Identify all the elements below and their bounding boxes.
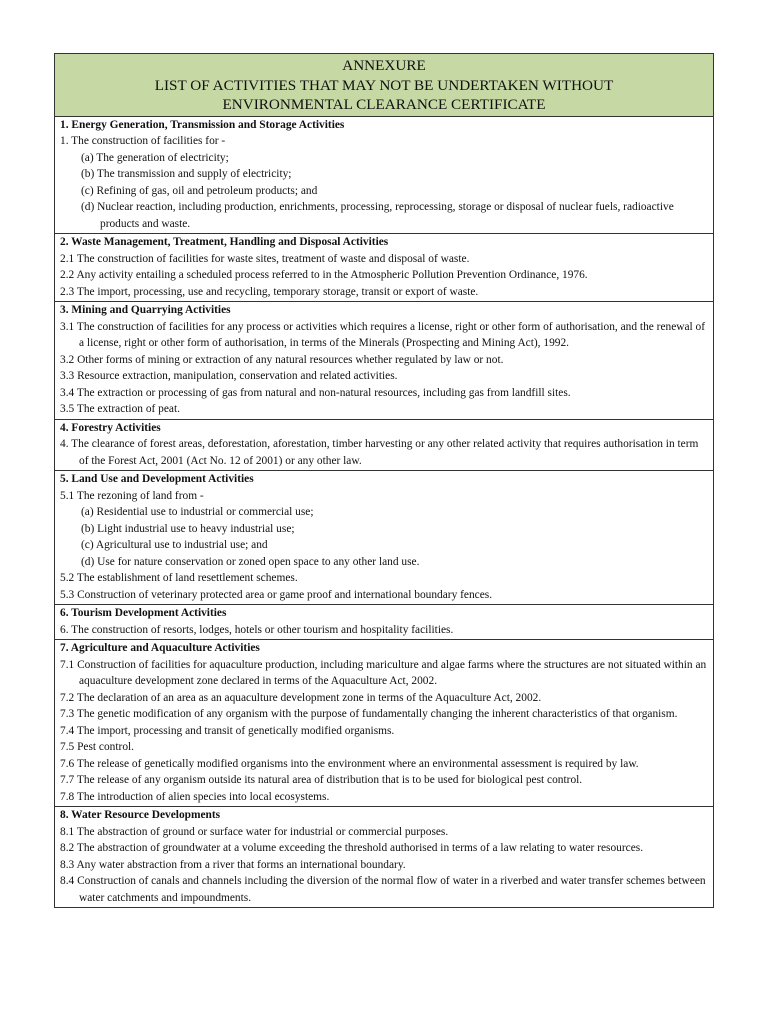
activity-item: 4. The clearance of forest areas, deforestation, aforestation, timber harvesting or any other related activity that requires authorisation in term of the Forest Act, 2001 (Act No. 12 of 2001) or any other law. (60, 438, 699, 467)
section-title: 1. Energy Generation, Transmission and Storage Activities (60, 118, 345, 131)
annexure-heading: ANNEXURE (342, 57, 426, 74)
activity-item: 8.1 The abstraction of ground or surface water for industrial or commercial purposes. (60, 825, 449, 838)
activity-subitem: (c) Agricultural use to industrial use; and (81, 539, 268, 551)
section-title: 3. Mining and Quarrying Activities (60, 304, 231, 316)
activity-item: 2.1 The construction of facilities for waste sites, treatment of waste and disposal of waste. (60, 252, 470, 265)
activity-item: 3.2 Other forms of mining or extraction of any natural resources whether regulated by law or not. (60, 353, 504, 366)
list-title-line-2: ENVIRONMENTAL CLEARANCE CERTIFICATE (222, 96, 546, 113)
section-row (55, 302, 714, 420)
section-title: 8. Water Resource Developments (60, 809, 221, 821)
activity-item: 8.3 Any water abstraction from a river that forms an international boundary. (60, 858, 406, 871)
activity-item: 7.5 Pest control. (60, 741, 135, 753)
section-row (55, 807, 714, 908)
section-cell (55, 640, 714, 807)
activity-item: 6. The construction of resorts, lodges, hotels or other tourism and hospitality facilities. (60, 623, 454, 636)
section-row (55, 640, 714, 807)
header-cell (55, 54, 714, 117)
activity-item: 2.3 The import, processing, use and recycling, temporary storage, transit or export of waste. (60, 285, 479, 298)
activity-item: 7.7 The release of any organism outside its natural area of distribution that is to be used for biological pest control. (60, 774, 583, 786)
activity-item: 2.2 Any activity entailing a scheduled process referred to in the Atmospheric Pollution Prevention Ordinance, 1976. (60, 269, 588, 281)
activity-item: 7.6 The release of genetically modified organisms into the environment where an environmental assessment is required by law. (60, 757, 639, 770)
section-cell (55, 807, 714, 908)
activity-item: 8.2 The abstraction of groundwater at a volume exceeding the threshold authorised in terms of a law relating to water resources. (60, 842, 644, 854)
activity-subitem: (c) Refining of gas, oil and petroleum products; and (81, 184, 318, 197)
activity-item: 5.2 The establishment of land resettlement schemes. (60, 572, 298, 584)
section-row (55, 234, 714, 302)
section-cell (55, 471, 714, 605)
annexure-table (54, 53, 714, 908)
section-cell (55, 234, 714, 302)
section-row (55, 471, 714, 605)
section-row (55, 419, 714, 471)
section-cell (55, 419, 714, 471)
section-title: 5. Land Use and Development Activities (60, 473, 254, 485)
activity-item: 7.1 Construction of facilities for aquaculture production, including mariculture and algae farms where the structures are not situated within an aquaculture development zone declared in terms of the Aquaculture Act, 2002. (60, 658, 707, 687)
section-title: 7. Agriculture and Aquaculture Activities (60, 642, 260, 654)
activity-subitem: (a) The generation of electricity; (81, 151, 229, 164)
header-row (55, 54, 714, 117)
activity-subitem: (b) The transmission and supply of electricity; (81, 168, 292, 180)
activity-item: 5.3 Construction of veterinary protected area or game proof and international boundary fences. (60, 588, 493, 601)
activity-item: 3.5 The extraction of peat. (60, 403, 180, 415)
section-cell (55, 302, 714, 420)
section-title: 4. Forestry Activities (60, 421, 161, 434)
activity-subitem: (d) Nuclear reaction, including production, enrichments, processing, reprocessing, storage or disposal of nuclear fuels, radioactive products and waste. (81, 201, 674, 230)
section-row (55, 605, 714, 640)
annexure-document (54, 53, 714, 908)
section-cell (55, 605, 714, 640)
section-title: 2. Waste Management, Treatment, Handling and Disposal Activities (60, 236, 389, 248)
activity-subitem: (b) Light industrial use to heavy industrial use; (81, 522, 295, 535)
activity-item: 3.4 The extraction or processing of gas from natural and non-natural resources, including gas from landfill sites. (60, 386, 571, 399)
activity-item: 7.3 The genetic modification of any organism with the purpose of fundamentally changing the inherent characteristics of that organism. (60, 708, 678, 720)
activity-item: 7.4 The import, processing and transit of genetically modified organisms. (60, 724, 395, 737)
annexure-table-body (55, 54, 714, 908)
activity-item: 1. The construction of facilities for - (60, 135, 226, 147)
activity-subitem: (a) Residential use to industrial or commercial use; (81, 506, 314, 518)
section-row (55, 116, 714, 234)
activity-subitem: (d) Use for nature conservation or zoned open space to any other land use. (81, 555, 420, 568)
activity-item: 5.1 The rezoning of land from - (60, 489, 204, 502)
activity-item: 8.4 Construction of canals and channels including the diversion of the normal flow of water in a riverbed and water transfer schemes between water catchments and impoundments. (60, 875, 706, 904)
section-title: 6. Tourism Development Activities (60, 607, 227, 619)
list-title-line-1: LIST OF ACTIVITIES THAT MAY NOT BE UNDERTAKEN WITHOUT (154, 76, 614, 94)
activity-item: 7.2 The declaration of an area as an aquaculture development zone in terms of the Aquaculture Act, 2002. (60, 691, 542, 704)
activity-item: 7.8 The introduction of alien species into local ecosystems. (60, 790, 330, 803)
activity-item: 3.3 Resource extraction, manipulation, conservation and related activities. (60, 370, 398, 382)
section-cell (55, 116, 714, 234)
activity-item: 3.1 The construction of facilities for any process or activities which requires a license, right or other form of authorisation, and the renewal of a license, right or other form of authorisation, in terms of the Minerals (Prospecting and Mining Act), 1992. (60, 320, 706, 349)
